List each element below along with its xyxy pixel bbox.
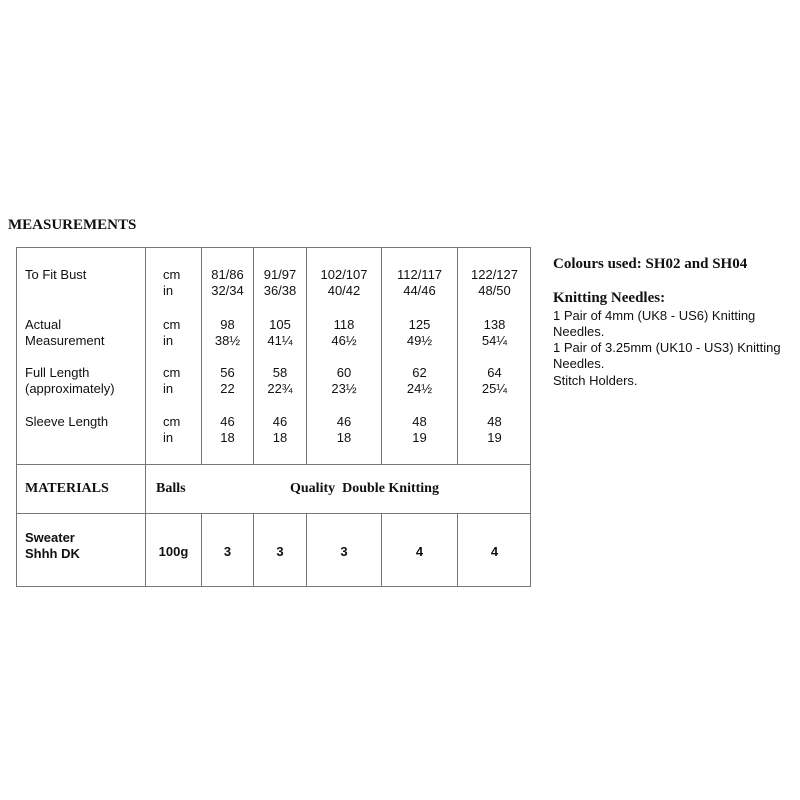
size-cell: 48 <box>487 414 502 429</box>
size-cell: 60 <box>336 365 352 380</box>
size-cell: 49½ <box>406 333 433 348</box>
size-cell: 22 <box>220 381 235 396</box>
needles-line: Needles. <box>553 356 605 371</box>
colours-used: Colours used: SH02 and SH04 <box>553 256 748 272</box>
page-title: MEASUREMENTS <box>8 217 137 233</box>
size-cell: 48 <box>412 414 427 429</box>
size-cell: 91/97 <box>263 267 297 282</box>
row-label-actual: Actual <box>25 317 62 332</box>
unit-cm: cm <box>163 365 181 380</box>
size-cell: 19 <box>487 430 502 445</box>
unit-in: in <box>163 381 174 396</box>
size-cell: 48/50 <box>478 283 511 298</box>
needles-line: 1 Pair of 4mm (UK8 - US6) Knitting <box>553 308 756 323</box>
size-cell: 112/117 <box>396 267 443 282</box>
unit-in: in <box>163 430 174 445</box>
size-cell: 46 <box>272 414 288 429</box>
needles-line: 1 Pair of 3.25mm (UK10 - US3) Knitting <box>553 340 781 355</box>
stitch-holders: Stitch Holders. <box>553 373 638 388</box>
ball-count: 4 <box>415 544 424 559</box>
measurements-table <box>16 247 531 587</box>
size-cell: 58 <box>272 365 288 380</box>
size-cell: 54¼ <box>481 333 508 348</box>
size-cell: 138 <box>483 317 506 332</box>
unit-in: in <box>163 333 174 348</box>
size-cell: 98 <box>220 317 235 332</box>
size-cell: 102/107 <box>320 267 368 282</box>
balls-label: Balls <box>156 481 186 496</box>
size-cell: 46½ <box>331 333 357 348</box>
row-label-actual-2: Measurement <box>25 333 105 348</box>
size-cell: 46 <box>336 414 352 429</box>
size-cell: 24½ <box>406 381 433 396</box>
size-cell: 125 <box>408 317 431 332</box>
size-cell: 38½ <box>214 333 241 348</box>
size-cell: 25¼ <box>481 381 508 396</box>
row-label-sleeve: Sleeve Length <box>25 414 109 429</box>
size-cell: 40/42 <box>327 283 361 298</box>
unit-cm: cm <box>163 267 181 282</box>
size-cell: 23½ <box>331 381 357 396</box>
ball-weight: 100g <box>158 544 189 559</box>
unit-in: in <box>163 283 174 298</box>
size-cell: 64 <box>487 365 502 380</box>
size-cell: 18 <box>336 430 352 445</box>
size-cell: 22¾ <box>267 381 293 396</box>
size-cell: 56 <box>220 365 235 380</box>
size-cell: 81/86 <box>211 267 244 282</box>
size-cell: 18 <box>272 430 288 445</box>
row-label-bust: To Fit Bust <box>25 267 87 282</box>
needles-line: Needles. <box>553 324 605 339</box>
ball-count: 3 <box>340 544 348 559</box>
item-name-2: Shhh DK <box>25 546 80 561</box>
size-cell: 19 <box>412 430 427 445</box>
item-name: Sweater <box>25 530 75 545</box>
size-cell: 62 <box>412 365 427 380</box>
size-cell: 46 <box>220 414 235 429</box>
size-cell: 105 <box>269 317 291 332</box>
size-cell: 44/46 <box>403 283 436 298</box>
ball-count: 3 <box>276 544 284 559</box>
ball-count: 3 <box>223 544 232 559</box>
row-label-length: Full Length <box>25 365 90 380</box>
size-cell: 18 <box>220 430 235 445</box>
quality-label: Quality Double Knitting <box>290 481 439 496</box>
size-cell: 122/127 <box>471 267 518 282</box>
size-cell: 41¼ <box>267 333 293 348</box>
row-label-length-2: (approximately) <box>25 381 115 396</box>
materials-label: MATERIALS <box>25 481 109 496</box>
unit-cm: cm <box>163 317 181 332</box>
ball-count: 4 <box>490 544 499 559</box>
size-cell: 36/38 <box>263 283 297 298</box>
size-cell: 32/34 <box>211 283 244 298</box>
size-cell: 118 <box>333 317 355 332</box>
needles-heading: Knitting Needles: <box>553 290 666 306</box>
unit-cm: cm <box>163 414 181 429</box>
